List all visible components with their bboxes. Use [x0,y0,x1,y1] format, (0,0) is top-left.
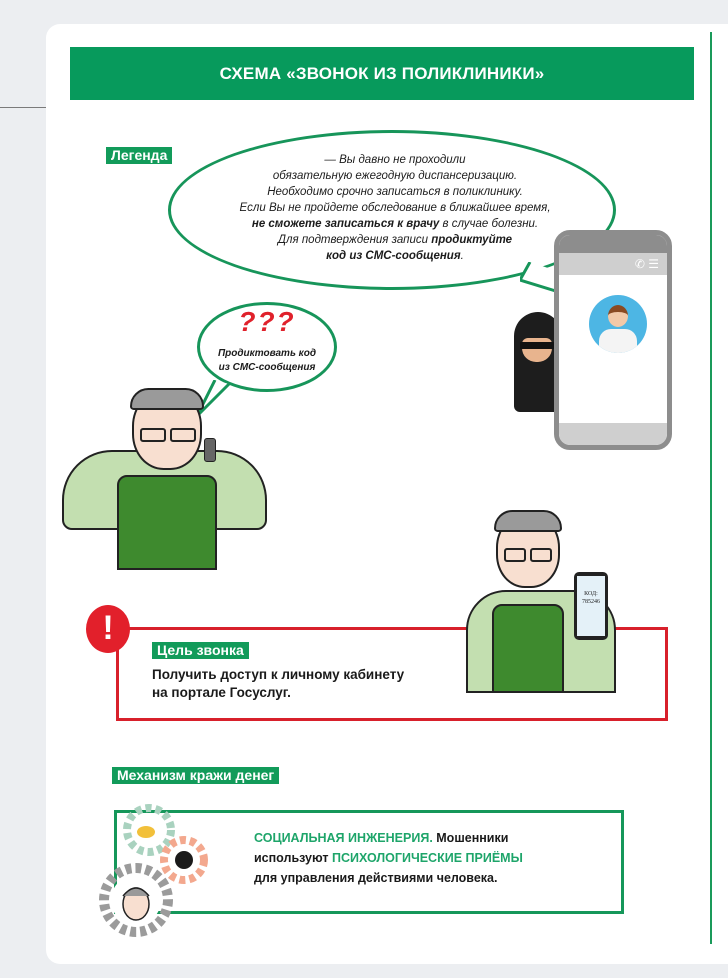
gears-icon [94,800,224,945]
phone-illustration [554,230,672,450]
goal-text: Получить доступ к личному кабинету на портале Госуслуг. [152,667,405,700]
exclamation-icon: ! [86,605,130,653]
phone-icon [204,438,216,462]
question-marks: ??? [238,306,296,337]
goal-label: Цель звонка [152,642,249,659]
masked-scammer-icon [175,851,193,869]
caller-speech-text: — Вы давно не проходили обязательную ежегодную диспансеризацию. Необходимо срочно записаться в поликлинику. Если Вы не пройдете обследование в ближайшее время, не сможете записаться к врачу в случае болезни. Для подтверждения записи продиктуйте код из СМС-сообщения. [239,154,551,262]
victim-thought-text: Продиктовать код из СМС-сообщения [217,348,317,373]
man-with-code-illustration [466,508,626,693]
divider [0,107,46,108]
doctor-avatar-icon [589,295,647,353]
legend-label: Легенда [106,147,172,164]
page-title: СХЕМА «ЗВОНОК ИЗ ПОЛИКЛИНИКИ» [70,47,694,100]
phone-call-icon: ✆ ☰ [559,253,667,275]
vertical-rule [710,32,712,944]
code-phone: КОД: 785246 [574,572,608,640]
coins-icon [137,826,155,838]
mechanism-label: Механизм кражи денег [112,767,279,784]
mechanism-text: СОЦИАЛЬНАЯ ИНЖЕНЕРИЯ. Мошенники используют ПСИХОЛОГИЧЕСКИЕ ПРИЁМЫ для управления действиями человека. [254,831,523,885]
scammer-mask [520,342,554,349]
worried-man-illustration [62,390,272,570]
